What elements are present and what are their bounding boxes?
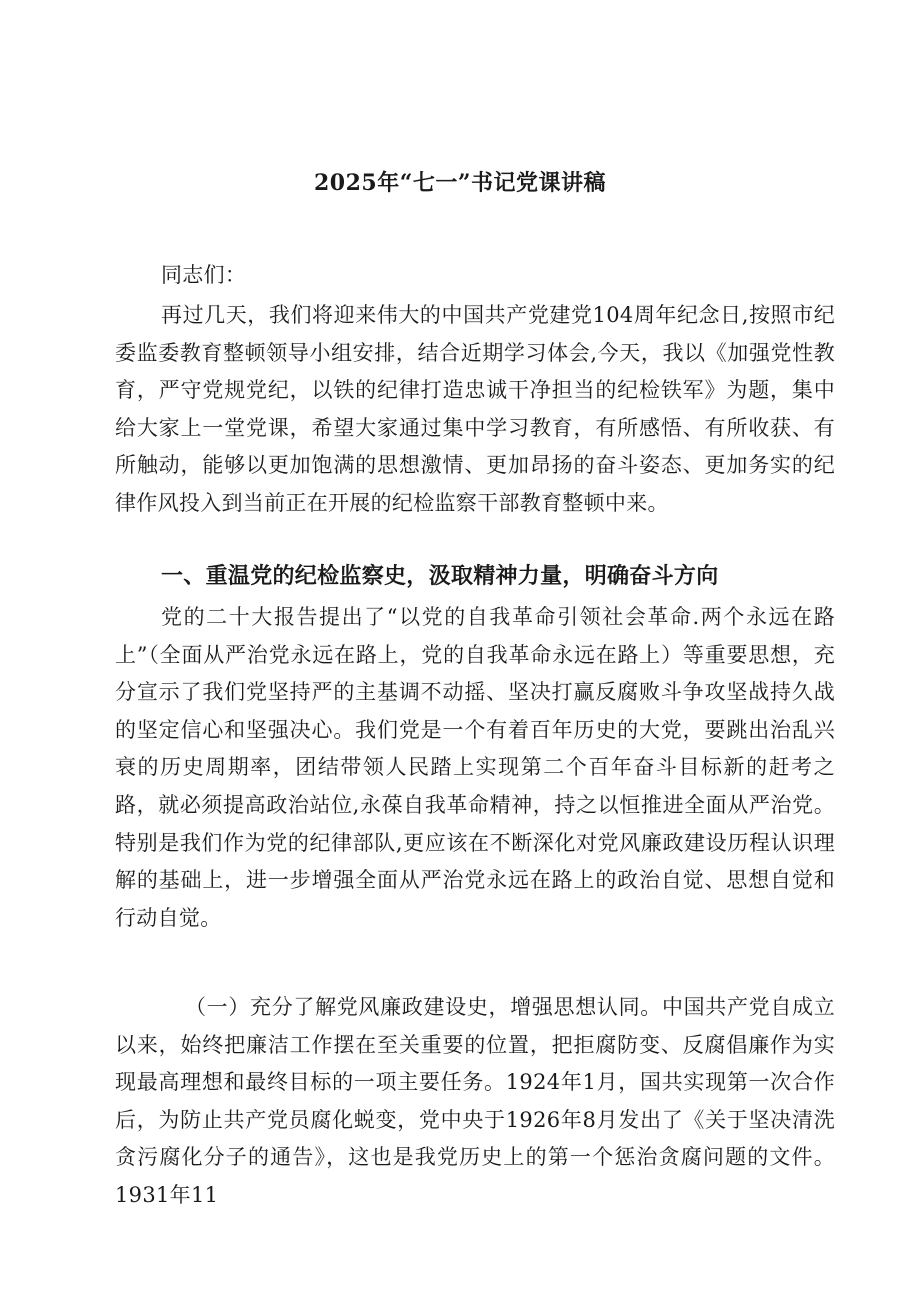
paragraph-intro: 再过几天，我们将迎来伟大的中国共产党建党104周年纪念日,按照市纪委监委教育整顿领导小组安排，结合近期学习体会,今天，我以《加强党性教育，严守党规党纪，以铁的纪律打造忠诚干净担当的纪检铁军》为题，集中给大家上一堂党课，希望大家通过集中学习教育，有所感悟、有所收获、有所触动，能够以更加饱满的思想激情、更加昂扬的奋斗姿态、更加务实的纪律作风投入到当前正在开展的纪检监察干部教育整顿中来。 [115, 303, 835, 515]
paragraph-section-1: 党的二十大报告提出了“以党的自我革命引领社会革命.两个永远在路上”（全面从严治党永远在路上，党的自我革命永远在路上）等重要思想，充分宣示了我们党坚持严的主基调不动摇、坚决打赢反腐败斗争攻坚战持久战的坚定信心和坚强决心。我们党是一个有着百年历史的大党，要跳出治乱兴衰的历史周期率，团结带领人民踏上实现第二个百年奋斗目标新的赶考之路，就必须提高政治站位,永葆自我革命精神，持之以恒推进全面从严治党。特别是我们作为党的纪律部队,更应该在不断深化对党风廉政建设历程认识理解的基础上，进一步增强全面从严治党永远在路上的政治自觉、思想自觉和行动自觉。 [115, 605, 835, 930]
document-title: 2025年“七一”书记党课讲稿 [313, 170, 607, 196]
section-heading-1: 一、重温党的纪检监察史，汲取精神力量，明确奋斗方向 [161, 564, 719, 589]
greeting: 同志们： [161, 263, 247, 287]
paragraph-subsection-1: （一）充分了解党风廉政建设史，增强思想认同。中国共产党自成立以来，始终把廉洁工作摆在至关重要的位置，把拒腐防变、反腐倡廉作为实现最高理想和最终目标的一项主要任务。1924年1月，国共实现第一次合作后，为防止共产党员腐化蜕变，党中央于1926年8月发出了《关于坚决清洗贪污腐化分子的通告》，这也是我党历史上的第一个惩治贪腐问题的文件。1931年11 [115, 995, 835, 1207]
